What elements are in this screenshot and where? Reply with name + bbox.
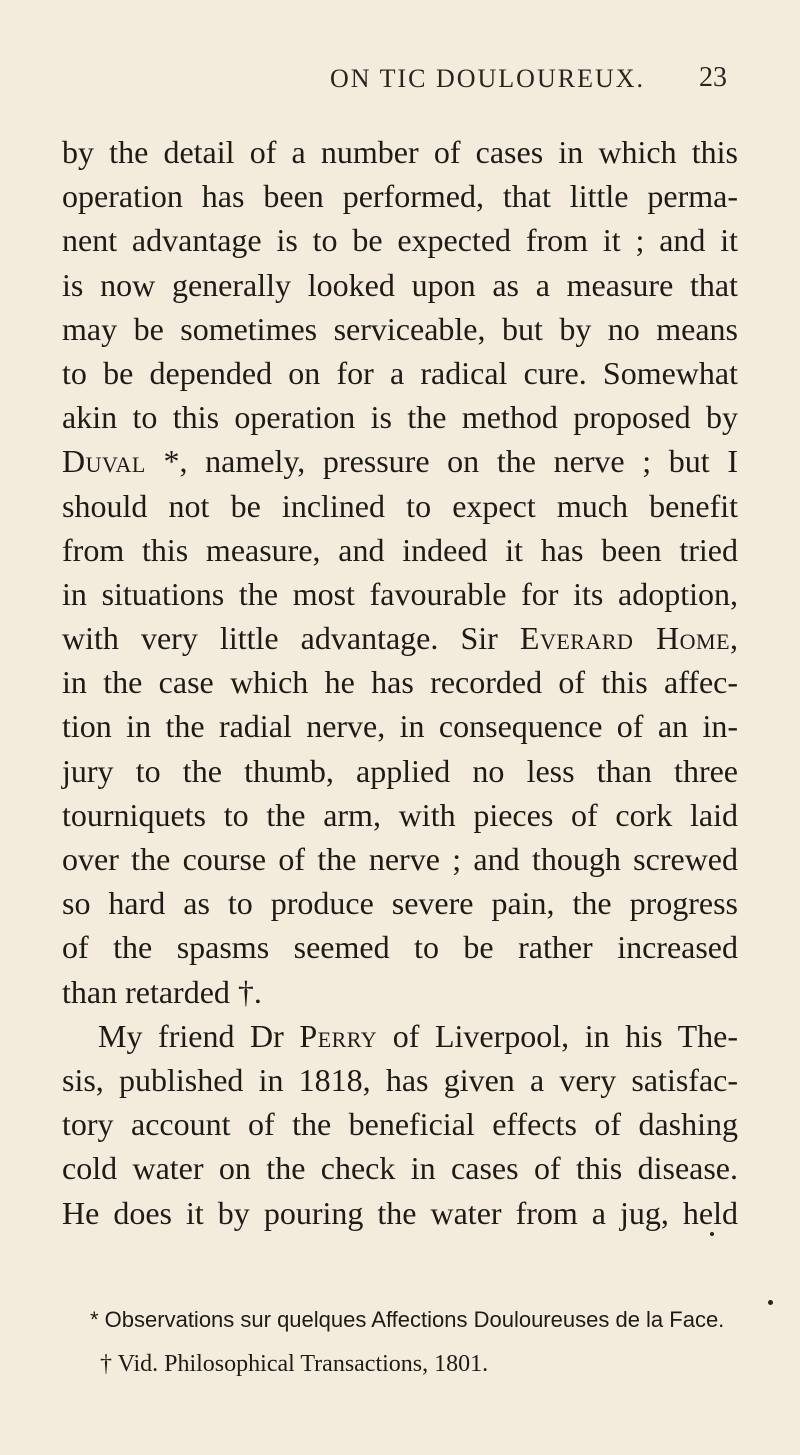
text-line: to be depended on for a radical cure. Somewhat — [62, 354, 738, 391]
text-line: in situations the most favourable for its adoption, — [62, 575, 738, 612]
text-segment: , — [730, 620, 739, 657]
footnotes — [0, 1298, 800, 1386]
text-line: from this measure, and indeed it has been tried — [62, 531, 738, 568]
text-line: of the spasms seemed to be rather increased — [62, 929, 738, 966]
text-line: by the detail of a number of cases in which this — [62, 134, 738, 170]
text-line — [62, 439, 738, 483]
footnote-2: † Vid. Philosophical Transactions, 1801. — [100, 1351, 489, 1377]
text-line: tourniquets to the arm, with pieces of cork laid — [62, 796, 738, 833]
text-line: sis, published in 1818, has given a very satisfac- — [62, 1061, 738, 1098]
text-line: He does it by pouring the water from a jug, held — [62, 1194, 738, 1231]
text-line — [62, 616, 738, 660]
author-name-perry: Perry — [299, 1017, 378, 1054]
text-line: should not be inclined to expect much benefit — [62, 487, 738, 524]
text-line: may be sometimes serviceable, but by no means — [62, 310, 738, 347]
text-line: tory account of the beneficial effects of dashing — [62, 1106, 738, 1143]
author-name-duval: Duval — [62, 443, 146, 480]
text-line — [62, 1014, 738, 1058]
text-segment: of Liverpool, in his The- — [377, 1017, 739, 1054]
text-line: so hard as to produce severe pain, the progress — [62, 885, 738, 922]
text-segment: with very little advantage. Sir — [62, 620, 520, 657]
text-line: is now generally looked upon as a measure that — [62, 266, 738, 303]
text-line: over the course of the nerve ; and though screwed — [62, 841, 738, 877]
author-name-everard-home: Everard Home — [519, 620, 731, 657]
page-number: 23 — [699, 62, 727, 93]
running-head — [0, 64, 800, 104]
text-line: than retarded †. — [62, 973, 262, 1010]
text-segment: *, namely, pressure on the nerve ; but I — [145, 443, 738, 480]
text-line: nent advantage is to be expected from it ; and it — [62, 222, 738, 259]
text-line: cold water on the check in cases of this disease. — [62, 1150, 738, 1187]
text-line: jury to the thumb, applied no less than three — [62, 752, 738, 789]
text-line: in the case which he has recorded of this affec- — [62, 664, 738, 701]
text-segment: My friend Dr — [98, 1017, 300, 1054]
footnote-1: * Observations sur quelques Affections Douloureuses de la Face. — [90, 1307, 725, 1332]
ink-speck — [710, 1232, 714, 1236]
body-text — [62, 130, 738, 1235]
text-line: tion in the radial nerve, in consequence of an in- — [62, 708, 738, 745]
text-line: operation has been performed, that little perma- — [62, 178, 738, 215]
ink-speck — [768, 1300, 773, 1305]
running-head-title: ON TIC DOULOUREUX. — [330, 64, 646, 93]
text-line: akin to this operation is the method proposed by — [62, 399, 738, 436]
